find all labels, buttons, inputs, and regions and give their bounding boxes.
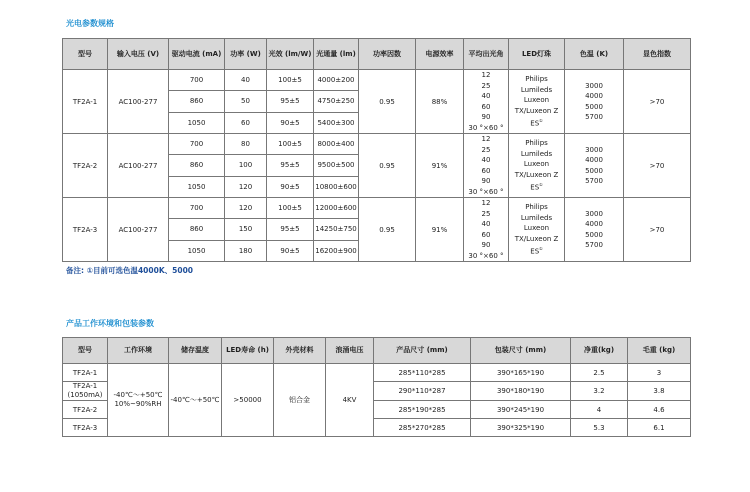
col-input-voltage: 输入电压 (V) (108, 39, 169, 70)
led-brand: Luxeon (523, 160, 550, 169)
env-product-size: 290*110*287 (374, 382, 471, 401)
cct-value: 5000 (585, 166, 603, 175)
beam-angle: 40 (481, 92, 491, 100)
led-brand: Lumileds (520, 85, 553, 94)
col-beam-angle: 平均出光角 (464, 39, 509, 70)
spec-power-factor: 0.95 (359, 198, 416, 262)
col-flux: 光通量 (lm) (314, 39, 359, 70)
spec-voltage: AC100-277 (108, 134, 169, 198)
spec-efficacy: 90±5 (267, 176, 314, 197)
spec-current: 860 (169, 219, 225, 240)
spec-efficacy: 100±5 (267, 134, 314, 155)
led-brand: Philips (525, 139, 548, 148)
spec-model: TF2A-3 (63, 198, 108, 262)
env-gross-weight: 3 (628, 364, 691, 382)
col-cri: 显色指数 (624, 39, 691, 70)
spec-current: 700 (169, 134, 225, 155)
spec-current: 1050 (169, 240, 225, 261)
led-brand: Lumileds (520, 149, 553, 158)
spec-cri: >70 (624, 134, 691, 198)
spec-leds (509, 70, 565, 134)
work-humidity: 10%~90%RH (114, 400, 162, 408)
col-cct: 色温 (K) (565, 39, 624, 70)
spec-driver-efficiency: 91% (416, 134, 464, 198)
spec-current: 1050 (169, 112, 225, 133)
spec-power: 50 (225, 91, 267, 112)
beam-angle: 30 °×60 ° (468, 187, 504, 196)
spec-current: 860 (169, 91, 225, 112)
env-row (63, 364, 691, 382)
col-efficacy: 光效 (lm/W) (267, 39, 314, 70)
led-mark: ① (539, 118, 543, 124)
spec-cri: >70 (624, 198, 691, 262)
beam-angle: 40 (481, 220, 491, 228)
spec-current: 700 (169, 198, 225, 219)
col-power: 功率 (W) (225, 39, 267, 70)
env-net-weight: 5.3 (571, 419, 628, 437)
cct-value: 5700 (585, 177, 603, 185)
cct-value: 4000 (585, 220, 603, 228)
col-driver-efficiency: 电源效率 (416, 39, 464, 70)
spec-cri: >70 (624, 70, 691, 134)
beam-angle: 40 (481, 156, 491, 164)
spec-flux: 4750±250 (314, 91, 359, 112)
spec-driver-efficiency: 88% (416, 70, 464, 134)
env-life: >50000 (222, 364, 274, 437)
spec-power: 60 (225, 112, 267, 133)
spec-row (63, 70, 691, 91)
spec-efficacy: 100±5 (267, 70, 314, 91)
spec-efficacy: 95±5 (267, 155, 314, 176)
env-surge: 4KV (326, 364, 374, 437)
spec-power: 120 (225, 176, 267, 197)
spec-efficacy: 95±5 (267, 91, 314, 112)
spec-beam-angles (464, 134, 509, 198)
env-col-gross-weight: 毛重 (kg) (628, 338, 691, 364)
work-temp: -40℃～+50℃ (113, 391, 163, 399)
beam-angle: 25 (481, 81, 491, 90)
beam-angle: 25 (481, 209, 491, 218)
beam-angle: 60 (481, 102, 491, 111)
spec-cct (565, 198, 624, 262)
spec-voltage: AC100-277 (108, 70, 169, 134)
env-product-size: 285*270*285 (374, 419, 471, 437)
spec-row (63, 134, 691, 155)
env-section-title: 产品工作环境和包装参数 (66, 319, 154, 328)
environment-package-table (62, 337, 691, 437)
led-brand: ES① (530, 182, 543, 192)
spec-power: 80 (225, 134, 267, 155)
led-brand: TX/Luxeon Z (514, 170, 559, 179)
env-model: TF2A-2 (63, 401, 108, 419)
env-col-work-env: 工作环境 (108, 338, 169, 364)
env-header-row (63, 338, 691, 364)
env-package-size: 390*165*190 (471, 364, 571, 382)
spec-efficacy: 90±5 (267, 112, 314, 133)
led-mark: ① (539, 246, 543, 252)
spec-current: 1050 (169, 176, 225, 197)
env-storage: -40℃～+50℃ (169, 364, 222, 437)
env-net-weight: 2.5 (571, 364, 628, 382)
env-model: TF2A-1 (63, 364, 108, 382)
col-led: LED灯珠 (509, 39, 565, 70)
spec-power: 100 (225, 155, 267, 176)
led-brand: Philips (525, 203, 548, 212)
spec-cct (565, 70, 624, 134)
env-col-life: LED寿命 (h) (222, 338, 274, 364)
spec-efficacy: 95±5 (267, 219, 314, 240)
spec-beam-angles (464, 198, 509, 262)
led-brand: Lumileds (520, 213, 553, 222)
env-col-product-size: 产品尺寸 (mm) (374, 338, 471, 364)
cct-value: 5700 (585, 241, 603, 249)
spec-voltage: AC100-277 (108, 198, 169, 262)
env-col-package-size: 包装尺寸 (mm) (471, 338, 571, 364)
spec-flux: 10800±600 (314, 176, 359, 197)
spec-power: 150 (225, 219, 267, 240)
spec-flux: 8000±400 (314, 134, 359, 155)
env-col-model: 型号 (63, 338, 108, 364)
spec-note: 备注: ①目前可选色温4000K、5000 (66, 266, 194, 275)
led-brand: ES① (530, 246, 543, 256)
spec-cct (565, 134, 624, 198)
beam-angle: 90 (481, 113, 491, 121)
env-package-size: 390*180*190 (471, 382, 571, 401)
led-mark: ① (539, 182, 543, 188)
spec-flux: 12000±600 (314, 198, 359, 219)
spec-efficacy: 90±5 (267, 240, 314, 261)
led-brand: ES① (530, 118, 543, 128)
env-col-housing: 外壳材料 (274, 338, 326, 364)
env-gross-weight: 4.6 (628, 401, 691, 419)
spec-power: 180 (225, 240, 267, 261)
env-net-weight: 3.2 (571, 382, 628, 401)
cct-value: 3000 (585, 209, 603, 218)
spec-row (63, 198, 691, 219)
beam-angle: 60 (481, 230, 491, 239)
led-brand: TX/Luxeon Z (514, 234, 559, 243)
beam-angle: 90 (481, 177, 491, 185)
beam-angle: 60 (481, 166, 491, 175)
spec-power: 120 (225, 198, 267, 219)
env-model: TF2A-3 (63, 419, 108, 437)
cct-value: 5000 (585, 230, 603, 239)
env-product-size: 285*190*285 (374, 401, 471, 419)
led-brand: TX/Luxeon Z (514, 106, 559, 115)
cct-value: 4000 (585, 92, 603, 100)
cct-value: 5700 (585, 113, 603, 121)
env-net-weight: 4 (571, 401, 628, 419)
beam-angle: 12 (481, 135, 491, 143)
spec-leds (509, 198, 565, 262)
cct-value: 4000 (585, 156, 603, 164)
led-brand: Luxeon (523, 96, 550, 105)
cct-value: 3000 (585, 145, 603, 154)
spec-driver-efficiency: 91% (416, 198, 464, 262)
spec-power-factor: 0.95 (359, 134, 416, 198)
spec-section-title: 光电参数规格 (66, 19, 114, 28)
env-col-net-weight: 净重(kg) (571, 338, 628, 364)
col-drive-current: 驱动电流 (mA) (169, 39, 225, 70)
spec-flux: 9500±500 (314, 155, 359, 176)
env-model: TF2A-1 (1050mA) (63, 382, 108, 401)
spec-efficacy: 100±5 (267, 198, 314, 219)
spec-model: TF2A-1 (63, 70, 108, 134)
spec-leds (509, 134, 565, 198)
col-model: 型号 (63, 39, 108, 70)
spec-flux: 14250±750 (314, 219, 359, 240)
beam-angle: 25 (481, 145, 491, 154)
beam-angle: 30 °×60 ° (468, 123, 504, 132)
spec-flux: 5400±300 (314, 112, 359, 133)
spec-power: 40 (225, 70, 267, 91)
spec-power-factor: 0.95 (359, 70, 416, 134)
photoelectric-spec-table (62, 38, 691, 262)
env-package-size: 390*325*190 (471, 419, 571, 437)
beam-angle: 12 (481, 199, 491, 207)
spec-current: 860 (169, 155, 225, 176)
env-col-surge: 浪涌电压 (326, 338, 374, 364)
cct-value: 5000 (585, 102, 603, 111)
led-brand: Luxeon (523, 224, 550, 233)
spec-flux: 16200±900 (314, 240, 359, 261)
env-package-size: 390*245*190 (471, 401, 571, 419)
env-gross-weight: 3.8 (628, 382, 691, 401)
spec-header-row (63, 39, 691, 70)
beam-angle: 12 (481, 71, 491, 79)
env-gross-weight: 6.1 (628, 419, 691, 437)
spec-beam-angles (464, 70, 509, 134)
beam-angle: 90 (481, 241, 491, 249)
spec-current: 700 (169, 70, 225, 91)
env-work-env (108, 364, 169, 437)
cct-value: 3000 (585, 81, 603, 90)
env-housing: 铝合金 (274, 364, 326, 437)
beam-angle: 30 °×60 ° (468, 251, 504, 260)
led-brand: Philips (525, 75, 548, 84)
spec-model: TF2A-2 (63, 134, 108, 198)
env-col-storage: 储存温度 (169, 338, 222, 364)
env-product-size: 285*110*285 (374, 364, 471, 382)
spec-flux: 4000±200 (314, 70, 359, 91)
col-power-factor: 功率因数 (359, 39, 416, 70)
